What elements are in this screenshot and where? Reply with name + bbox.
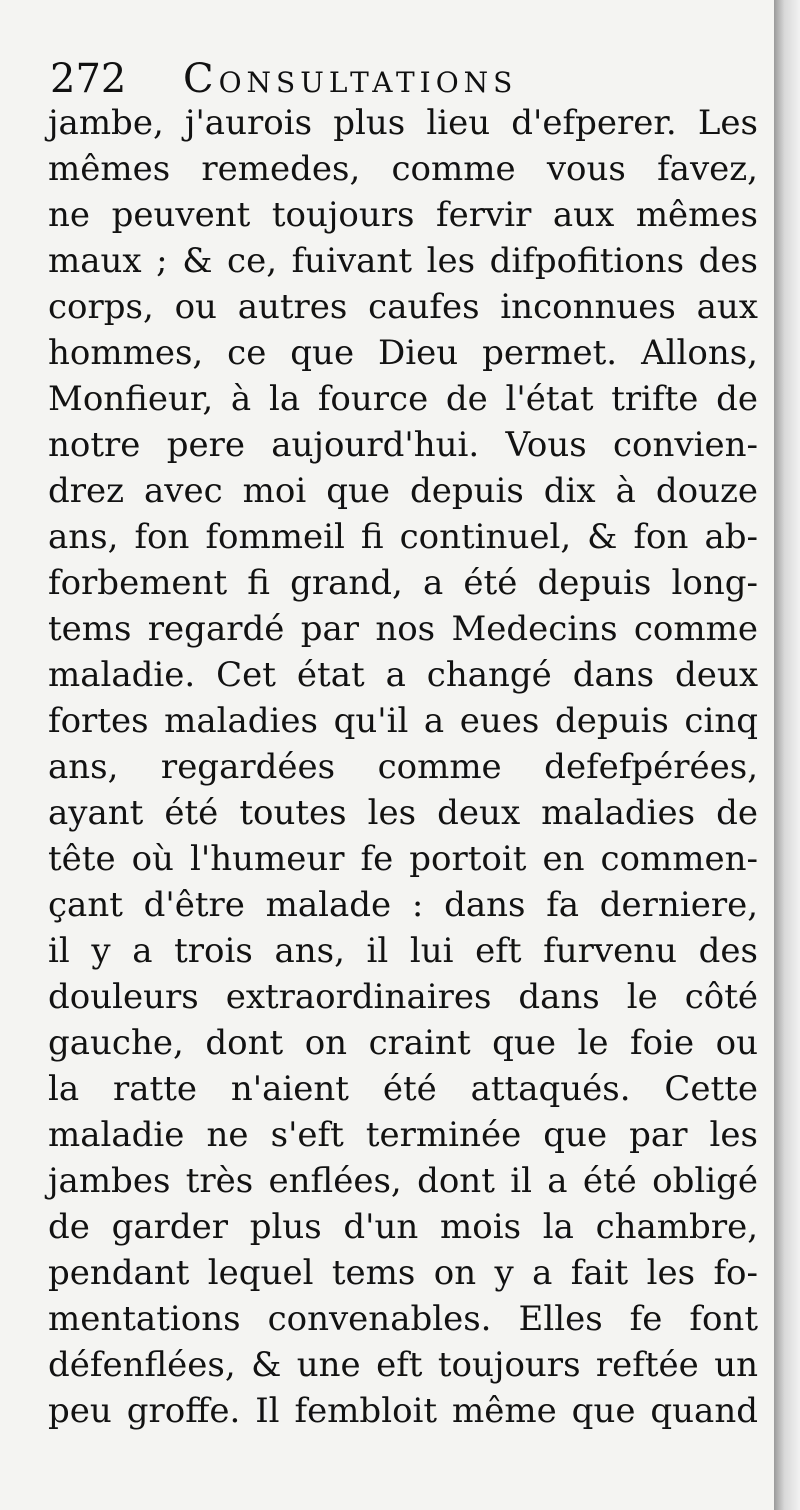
text-line: gauche, dont on craint que le foie ou	[48, 1023, 758, 1063]
text-line: de garder plus d'un mois la chambre,	[48, 1207, 758, 1247]
text-line: jambes très enflées, dont il a été obligé	[48, 1161, 758, 1201]
text-line: maladie ne s'eft terminée que par les	[48, 1115, 758, 1155]
text-line: tête où l'humeur fe portoit en commen-	[48, 839, 758, 879]
page-edge-shadow	[774, 0, 800, 1510]
text-line: mêmes remedes, comme vous favez,	[48, 149, 758, 189]
running-head: Consultations	[183, 56, 518, 102]
text-line: çant d'être malade : dans fa derniere,	[48, 885, 758, 925]
text-line: Monfieur, à la fource de l'état trifte de	[48, 379, 758, 419]
text-line: ne peuvent toujours fervir aux mêmes	[48, 195, 758, 235]
body-text	[48, 100, 758, 1434]
text-line: ans, regardées comme defefpérées,	[48, 747, 758, 787]
text-line: forbement fi grand, a été depuis long-	[48, 563, 758, 603]
text-line: jambe, j'aurois plus lieu d'efperer. Les	[48, 103, 758, 143]
text-line: ans, fon fommeil fi continuel, & fon ab-	[48, 517, 758, 557]
text-line: maux ; & ce, fuivant les difpofitions des	[48, 241, 758, 281]
text-line: notre pere aujourd'hui. Vous convien-	[48, 425, 758, 465]
text-line: douleurs extraordinaires dans le côté	[48, 977, 758, 1017]
text-line: hommes, ce que Dieu permet. Allons,	[48, 333, 758, 373]
text-line: pendant lequel tems on y a fait les fo-	[48, 1253, 758, 1293]
page-number: 272	[50, 56, 127, 102]
text-line: ayant été toutes les deux maladies de	[48, 793, 758, 833]
text-line: maladie. Cet état a changé dans deux	[48, 655, 758, 695]
text-line: drez avec moi que depuis dix à douze	[48, 471, 758, 511]
text-line: peu groffe. Il fembloit même que quand	[48, 1391, 758, 1431]
text-line: mentations convenables. Elles fe font	[48, 1299, 758, 1339]
page-header	[50, 48, 750, 108]
text-line: il y a trois ans, il lui eft furvenu des	[48, 931, 758, 971]
text-line: corps, ou autres caufes inconnues aux	[48, 287, 758, 327]
text-line: tems regardé par nos Medecins comme	[48, 609, 758, 649]
text-line: défenflées, & une eft toujours reftée un	[48, 1345, 758, 1385]
text-line: fortes maladies qu'il a eues depuis cinq	[48, 701, 758, 741]
text-line: la ratte n'aient été attaqués. Cette	[48, 1069, 758, 1109]
